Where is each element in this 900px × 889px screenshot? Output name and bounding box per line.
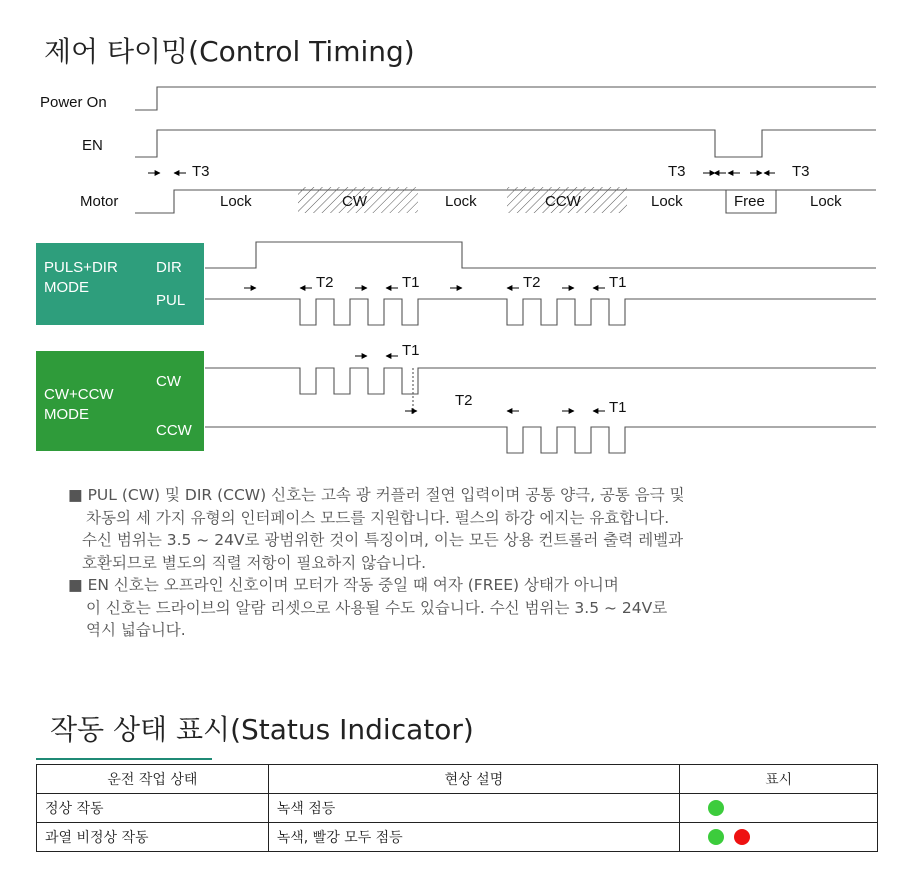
column-header: 현상 설명 [268,765,679,794]
t3-label: T3 [792,163,810,180]
mode2-cw-label: CW [156,373,181,390]
t3-label: T3 [192,163,210,180]
label-motor: Motor [80,193,119,210]
note-line: ■ PUL (CW) 및 DIR (CCW) 신호는 고속 광 커플러 절연 입력이며 공통 양극, 공통 음극 및 [68,486,685,504]
motor-state: CCW [545,193,581,210]
motor-state: Lock [445,193,477,210]
column-header: 표시 [680,765,878,794]
table-row [37,823,878,852]
dir-waveform [205,242,876,268]
note-line: 수신 범위는 3.5 ~ 24V로 광범위한 것이 특징이며, 이는 모든 상용 컨트롤러 출력 레벨과 [82,531,684,549]
mode2-ccw-label: CCW [156,422,192,439]
indicator-cell [680,794,878,823]
note-line: 이 신호는 드라이브의 알람 리셋으로 사용될 수도 있습니다. 수신 범위는 3.5 ~ 24V로 [86,598,668,617]
power-on-waveform [135,87,876,110]
description-cell: 녹색, 빨강 모두 점등 [268,823,679,852]
page-title: 제어 타이밍(Control Timing) [44,35,415,68]
mode1-pul-label: PUL [156,292,186,309]
green-led-icon [708,800,724,816]
red-led-icon [734,829,750,845]
motor-state: Lock [651,193,683,210]
t2-label: T2 [455,392,473,409]
mode1-dir-label: DIR [156,259,182,276]
motor-state: Lock [810,193,842,210]
t2-label: T2 [316,274,334,291]
ccw-waveform [205,427,876,453]
t1-label: T1 [609,399,627,416]
t1-label: T1 [402,342,420,359]
indicator-cell [680,823,878,852]
cw-waveform [205,368,876,394]
t2-label: T2 [523,274,541,291]
note-line: 호환되므로 별도의 직렬 저항이 필요하지 않습니다. [82,553,426,572]
column-header: 운전 작업 상태 [37,765,269,794]
mode2-title-2: MODE [44,406,89,423]
motor-state: Free [734,193,765,210]
note-line: 역시 넓습니다. [86,621,186,639]
note-line: ■ EN 신호는 오프라인 신호이며 모터가 작동 중일 때 여자 (FREE) 상태가 아니며 [68,576,619,594]
t1-label: T1 [609,274,627,291]
note-line: 차동의 세 가지 유형의 인터페이스 모드를 지원합니다. 펄스의 하강 에지는 유효합니다. [86,508,670,527]
notes [68,484,888,642]
state-cell: 정상 작동 [37,794,269,823]
label-power-on: Power On [40,94,107,111]
mode1-title-1: PULS+DIR [44,259,118,276]
green-led-icon [708,829,724,845]
table-header-row [37,765,878,794]
title-underline [36,758,212,760]
motor-state: Lock [220,193,252,210]
status-title: 작동 상태 표시(Status Indicator) [50,713,474,746]
mode1-title-2: MODE [44,279,89,296]
status-table [36,764,878,852]
motor-state: CW [342,193,367,210]
t1-label: T1 [402,274,420,291]
state-cell: 과열 비정상 작동 [37,823,269,852]
en-waveform [135,130,876,157]
pul-waveform [205,299,876,325]
label-en: EN [82,137,103,154]
description-cell: 녹색 점등 [268,794,679,823]
t3-label: T3 [668,163,686,180]
mode2-title-1: CW+CCW [44,386,114,403]
table-row [37,794,878,823]
